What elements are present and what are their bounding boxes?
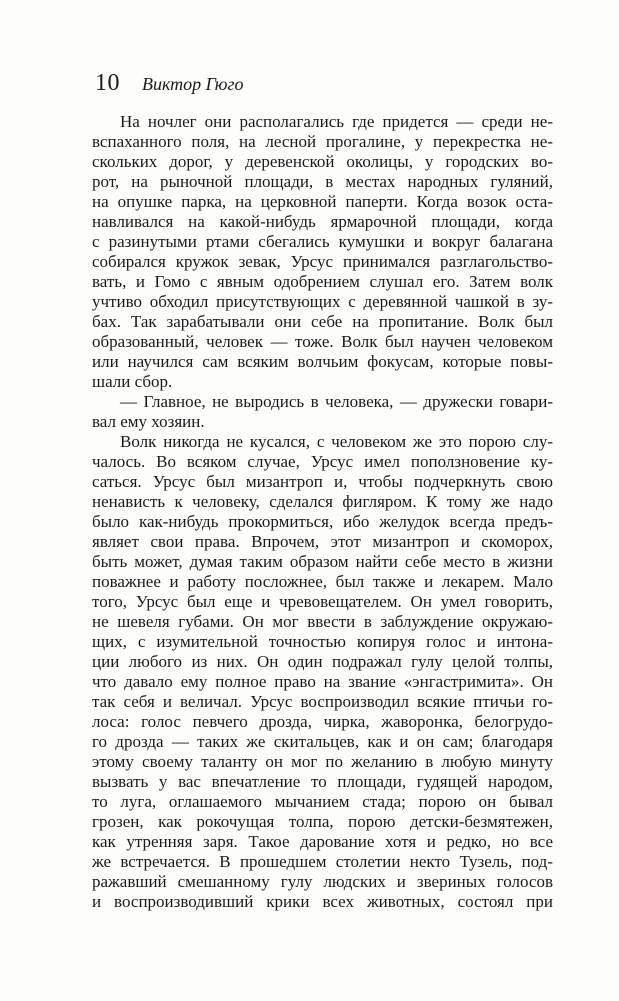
text-line: вспаханного поля, на лесной прогалине, у перекрестка не- <box>92 132 553 151</box>
text-line: лоса: голос певчего дрозда, чирка, жаворонка, белогрудо- <box>92 712 553 731</box>
text-line: или научился сам всяким волчьим фокусам, которые повы- <box>92 352 553 371</box>
text-line: и воспроизводивший крики всех животных, состоял при <box>92 892 553 911</box>
text-line: как утренняя заря. Такое дарование хотя и редко, но все <box>92 832 553 851</box>
text-line: являет свои права. Впрочем, этот мизантроп и скоморох, <box>92 532 553 551</box>
text-line: Волк никогда не кусался, с человеком же это порою слу- <box>120 432 553 451</box>
text-line: — Главное, не выродись в человека, — дружески говари- <box>120 392 553 411</box>
text-line: ненависть к человеку, сделался фигляром. К тому же надо <box>92 492 553 511</box>
text-line: саться. Урсус был мизантроп и, чтобы подчеркнуть свою <box>92 472 553 491</box>
text-line: того, Урсус был еще и чревовещателем. Он умел говорить, <box>92 592 553 611</box>
text-line: шали сбор. <box>92 372 173 391</box>
text-line: навливался на какой-нибудь ярмарочной площади, когда <box>92 212 553 231</box>
text-line: этому своему таланту он мог по желанию в любую минуту <box>92 752 553 771</box>
text-line: вать, и Гомо с явным одобрением слушал его. Затем волк <box>92 272 553 291</box>
text-line: рот, на рыночной площади, в местах народных гуляний, <box>92 172 553 191</box>
text-line: на опушке парка, на церковной паперти. Когда возок оста- <box>92 192 553 211</box>
running-head: Виктор Гюго <box>142 74 244 94</box>
text-line: чалось. Во всяком случае, Урсус имел поползновение ку- <box>92 452 553 471</box>
text-line: грозен, как рокочущая толпа, порою детски-безмятежен, <box>92 812 553 831</box>
text-line: щих, с изумительной точностью копируя голос и интона- <box>92 632 553 651</box>
text-line: ции любого из них. Он один подражал гулу целой толпы, <box>92 652 553 671</box>
text-line: так себя и величал. Урсус воспроизводил всякие птичьи го- <box>92 692 553 711</box>
page-header <box>95 71 243 95</box>
text-line: вызвать у вас впечатление то площади, гудящей народом, <box>92 772 553 791</box>
text-line: скольких дорог, у деревенской околицы, у городских во- <box>92 152 553 171</box>
text-line: собирался кружок зевак, Урсус принимался разглагольство- <box>92 252 553 271</box>
text-line: не шевеля губами. Он мог ввести в заблуждение окружаю- <box>92 612 553 631</box>
text-line: образованный, человек — тоже. Волк был научен человеком <box>92 332 553 351</box>
text-line: что давало ему полное право на звание «энгастримита». Он <box>92 672 553 691</box>
text-line: бах. Так зарабатывали они себе на пропитание. Волк был <box>92 312 553 331</box>
body-text <box>92 112 553 912</box>
page-number: 10 <box>95 70 120 96</box>
text-line: быть может, думая таким образом найти себе место в жизни <box>92 552 553 571</box>
text-line: ражавший смешанному гулу людских и звериных голосов <box>92 872 553 891</box>
text-line: было как-нибудь прокормиться, ибо желудок всегда предъ- <box>92 512 553 531</box>
text-line: вал ему хозяин. <box>92 412 205 431</box>
text-line: го дрозда — таких же скитальцев, как и он сам; благодаря <box>92 732 553 751</box>
text-line: На ночлег они располагались где придется — среди не- <box>120 112 553 131</box>
text-line: поважнее и работу посложнее, был также и лекарем. Мало <box>92 572 553 591</box>
text-line: с разинутыми ртами сбегались кумушки и вокруг балагана <box>92 232 553 251</box>
text-line: то луга, оглашаемого мычанием стада; порою он бывал <box>92 792 553 811</box>
text-line: же встречается. В прошедшем столетии некто Тузель, под- <box>92 852 553 871</box>
text-line: учтиво обходил присутствующих с деревянной чашкой в зу- <box>92 292 553 311</box>
